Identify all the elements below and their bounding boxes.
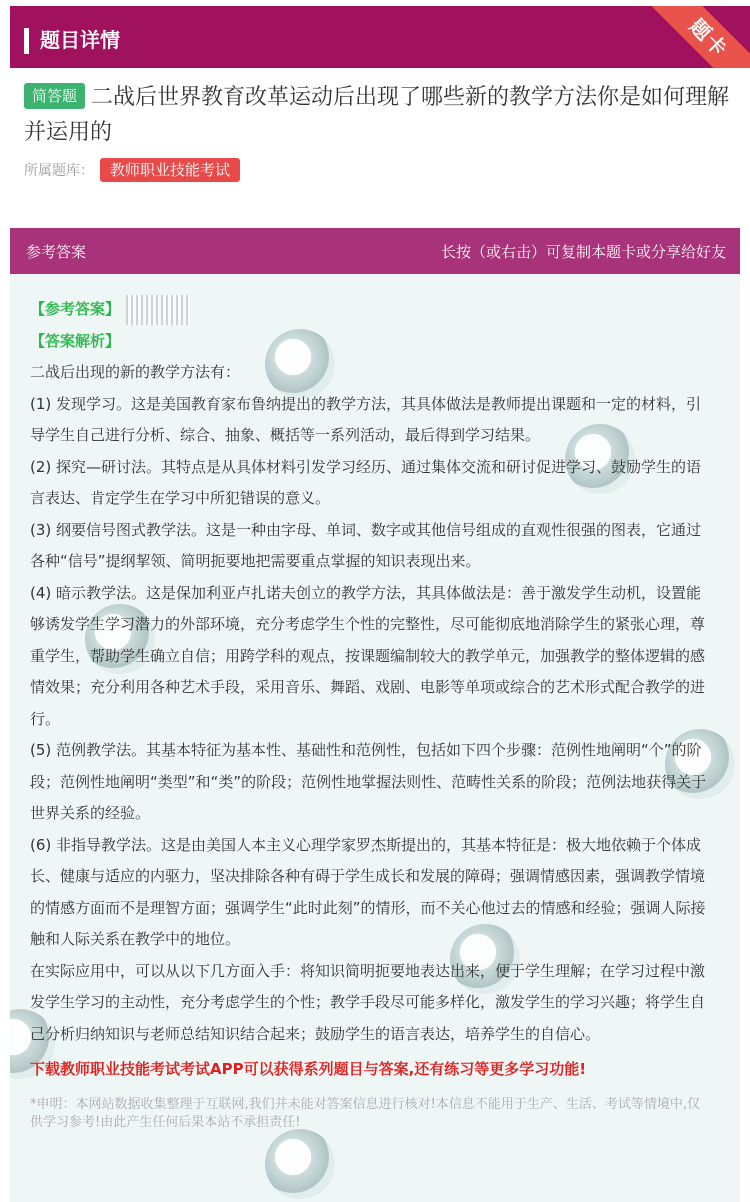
- watermark-logo-icon: [265, 1129, 335, 1199]
- question-card-ribbon[interactable]: 题卡: [643, 6, 750, 68]
- copy-share-hint: 长按（或右击）可复制本题卡或分享给好友: [440, 243, 726, 261]
- disclaimer-text: *申明：本网站数据收集整理于互联网,我们并未能对答案信息进行核对!本信息不能用于生产、生活、考试等情境中,仅供学习参考!由此产生任何后果本站不承担责任!: [30, 1096, 700, 1130]
- page-header: [10, 6, 750, 68]
- answer-paragraph: 在实际应用中，可以从以下几方面入手：将知识简明扼要地表达出来，便于学生理解；在学习过程中激发学生学习的主动性，充分考虑学生的个性；教学手段尽可能多样化，激发学生的学习兴趣；将学生自己分析归纳知识与老师总结知识结合起来；鼓励学生的语言表达，培养学生的自信心。: [30, 961, 706, 1043]
- answer-paragraph: (1) 发现学习。这是美国教育家布鲁纳提出的教学方法，其具体做法是教师提出课题和一定的材料，引导学生自己进行分析、综合、抽象、概括等一系列活动，最后得到学习结果。: [30, 394, 702, 444]
- answer-content: [30, 294, 710, 1132]
- reference-answer-row: [30, 294, 710, 326]
- question-type-badge: 简答题: [24, 83, 85, 109]
- answer-paragraph: (4) 暗示教学法。这是保加利亚卢扎诺夫创立的教学方法，其具体做法是：善于激发学生动机，设置能够诱发学生学习潜力的外部环境，充分考虑学生个性的完整性，尽可能彻底地消除学生的紧张心理，尊重学生，帮助学生确立自信；用跨学科的观点，按课题编制较大的教学单元，加强教学的整体逻辑的感情效果；充分利用各种艺术手段，采用音乐、舞蹈、戏剧、电影等单项或综合的艺术形式配合教学的进行。: [30, 583, 706, 728]
- question-block: [24, 80, 730, 150]
- question-bank-row: [24, 158, 240, 183]
- bank-label: 所属题库：: [24, 163, 94, 179]
- reference-answer-label: 【参考答案】: [30, 300, 121, 318]
- answer-header: [10, 228, 740, 274]
- answer-paragraph: (5) 范例教学法。其基本特征为基本性、基础性和范例性，包括如下四个步骤：范例性地阐明“个”的阶段；范例性地阐明“类型”和“类”的阶段；范例性地掌握法则性、范畴性关系的阶段；范例法地获得关于世界关系的经验。: [30, 741, 707, 822]
- answer-paragraph: (3) 纲要信号图式教学法。这是一种由字母、单词、数字或其他信号组成的直观性很强的图表，它通过各种“信号”提纲挈领、简明扼要地把需要重点掌握的知识表现出来。: [30, 520, 702, 570]
- answer-panel: [10, 274, 740, 1202]
- bank-name-badge[interactable]: 教师职业技能考试: [100, 158, 240, 182]
- answer-image: [126, 295, 190, 325]
- answer-paragraph: 二战后出现的新的教学方法有：: [30, 363, 241, 381]
- answer-header-title: 参考答案: [26, 243, 87, 261]
- app-download-promo[interactable]: 下载教师职业技能考试考试APP可以获得系列题目与答案,还有练习等更多学习功能!: [30, 1060, 587, 1078]
- analysis-label: 【答案解析】: [30, 331, 121, 350]
- answer-paragraph: (6) 非指导教学法。这是由美国人本主义心理学家罗杰斯提出的，其基本特征是：极大地依赖于个体成长、健康与适应的内驱力，坚决排除各种有碍于学生成长和发展的障碍；强调情感因素，强调教学情境的情感方面而不是理智方面；强调学生“此时此刻”的情形，而不关心他过去的情感和经验；强调人际接触和人际关系在教学中的地位。: [30, 835, 706, 948]
- header-accent-bar: [24, 28, 29, 54]
- answer-paragraph: (2) 探究—研讨法。其特点是从具体材料引发学习经历、通过集体交流和研讨促进学习、鼓励学生的语言表达、肯定学生在学习中所犯错误的意义。: [30, 457, 702, 507]
- page-title: 题目详情: [40, 28, 120, 52]
- question-text: 二战后世界教育改革运动后出现了哪些新的教学方法你是如何理解并运用的: [24, 85, 730, 145]
